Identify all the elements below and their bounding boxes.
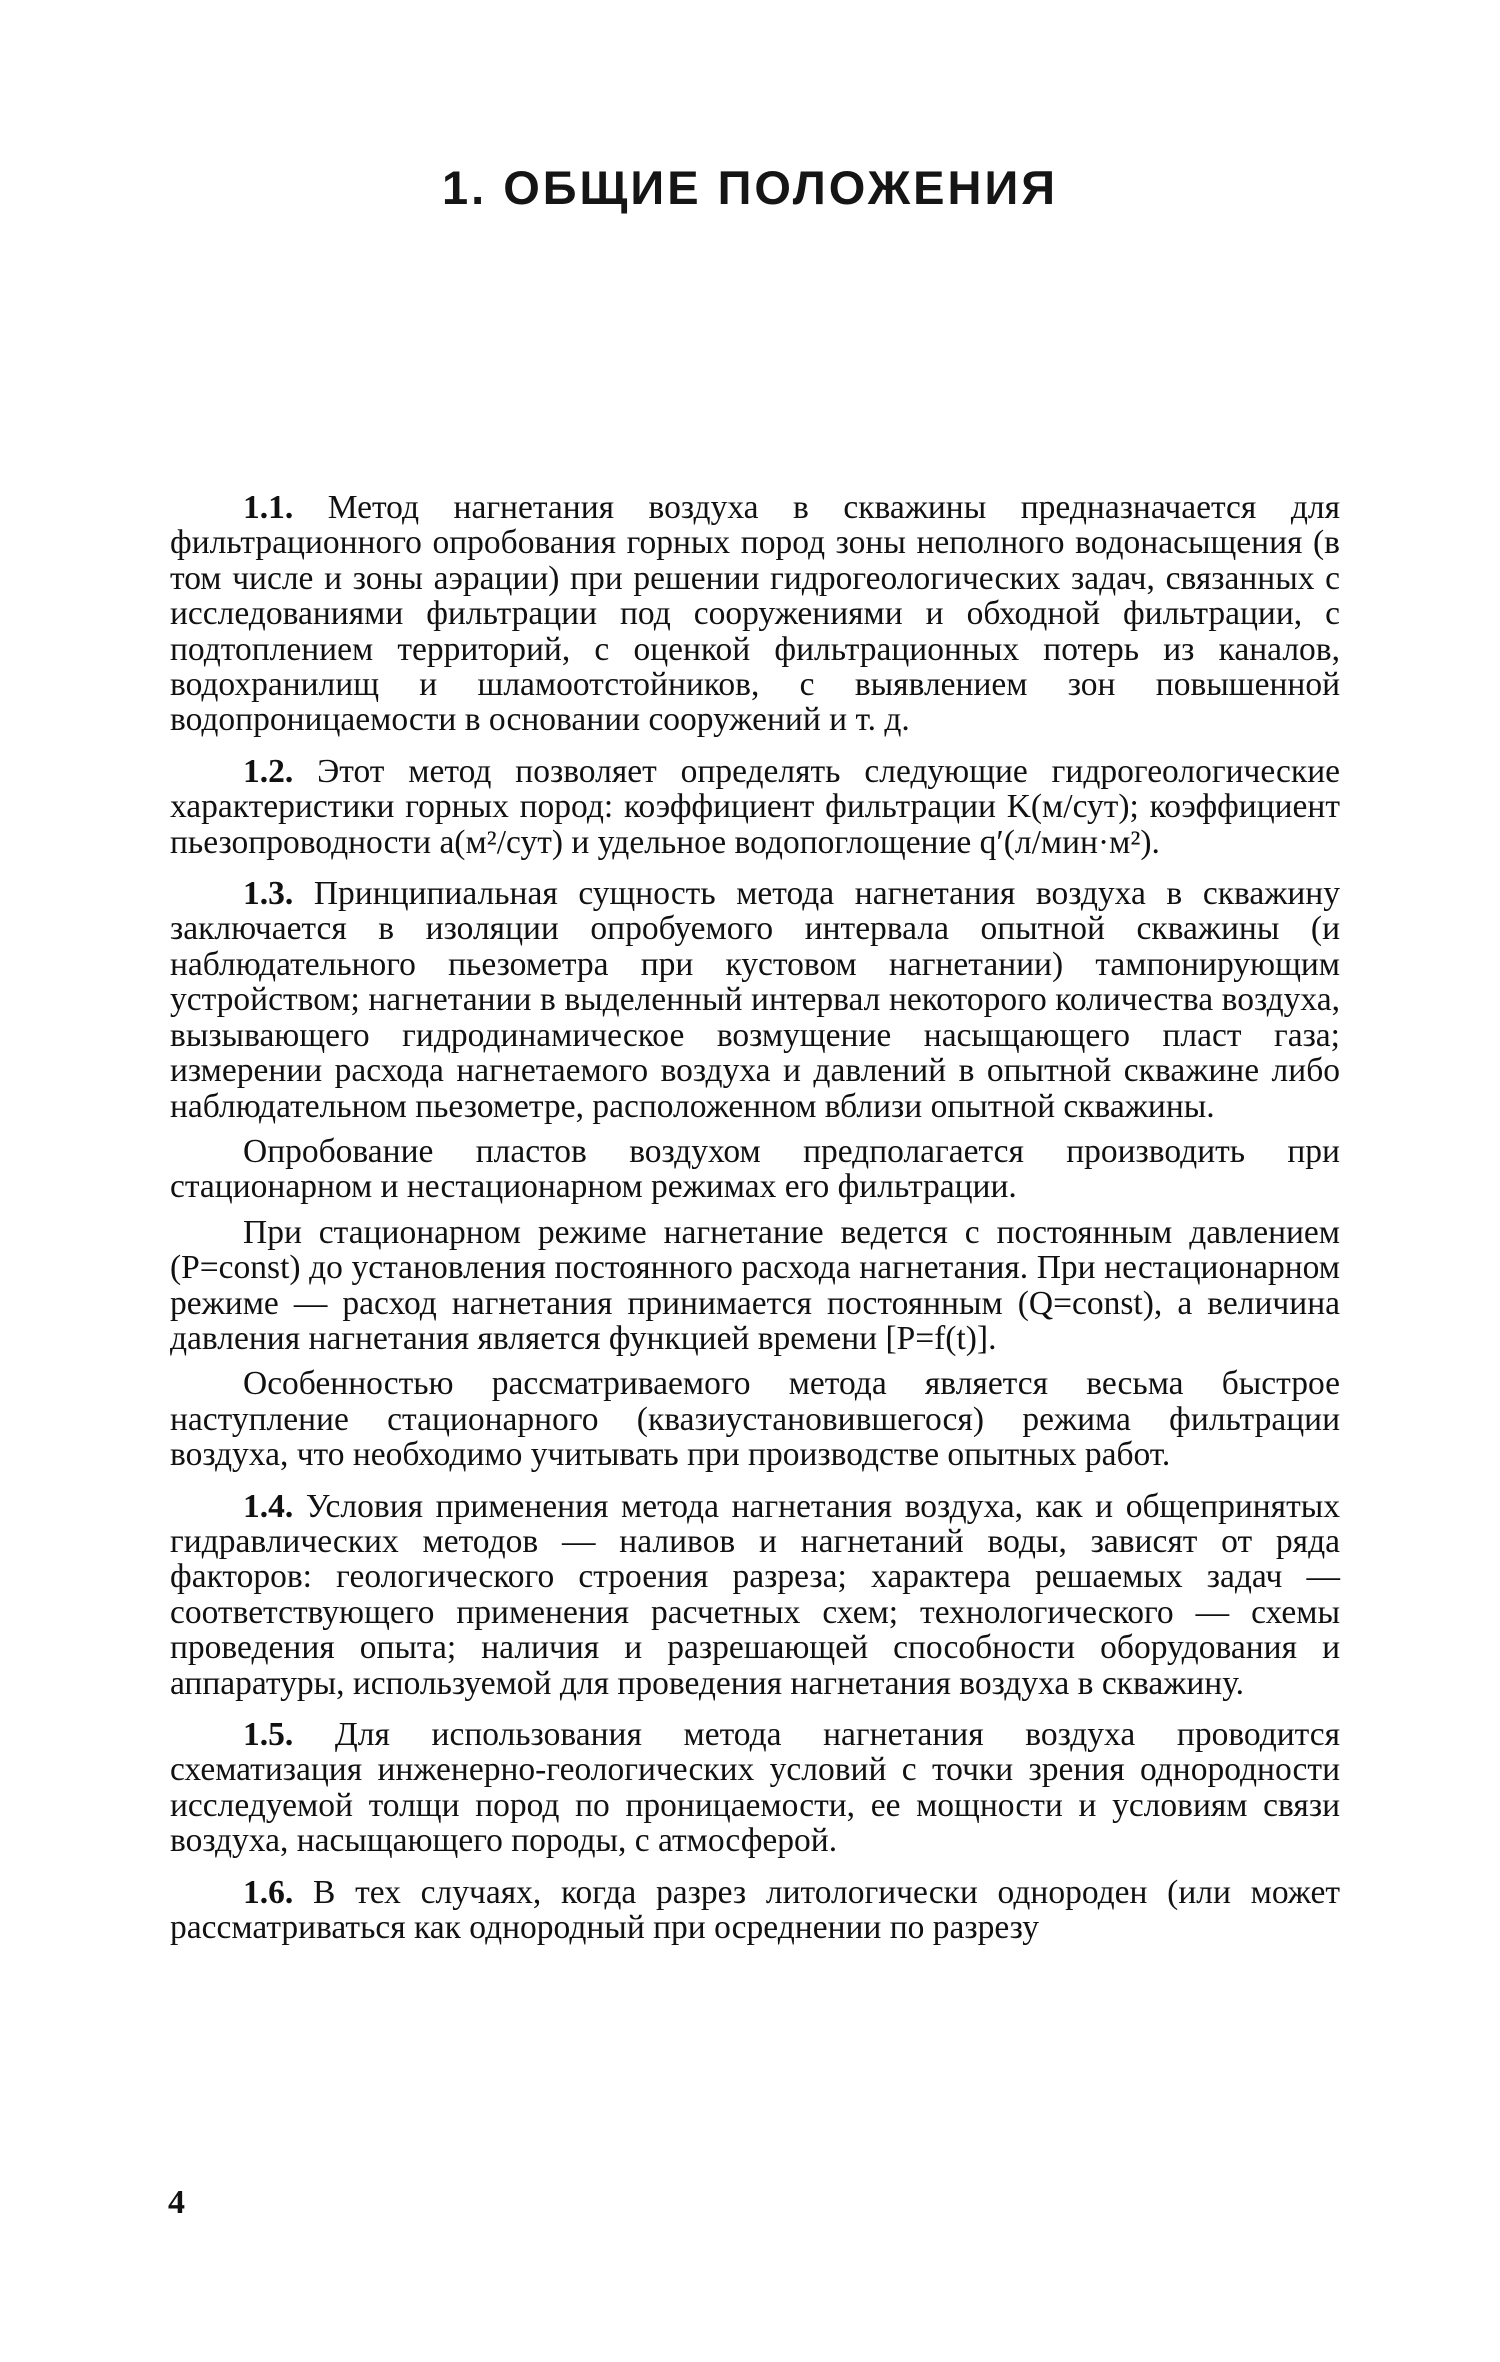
paragraph-1-4 bbox=[170, 1489, 1340, 1701]
paragraph-method-feature bbox=[170, 1366, 1340, 1472]
paragraph-text: Метод нагнетания воздуха в скважины предназначается для фильтрационного опробования горных пород зоны неполного водонасыщения (в том числе и зоны аэрации) при решении гидрогеологических задач, связанных с исследованиями фильтрации под сооружениями и обходной фильтрации, с подтоплением территорий, с оценкой фильтрационных потерь из каналов, водохранилищ и шламоотстойников, с выявлением зон повышенной водопроницаемости в основании сооружений и т. д. bbox=[170, 489, 1340, 739]
paragraph-number: 1.2. bbox=[243, 752, 294, 790]
section-heading: 1. ОБЩИЕ ПОЛОЖЕНИЯ bbox=[441, 161, 1059, 214]
page-number: 4 bbox=[168, 2184, 185, 2221]
paragraph-1-6 bbox=[170, 1875, 1340, 1946]
paragraph-text: Опробование пластов воздухом предполагается производить при стационарном и нестационарном режимах его фильтрации. bbox=[170, 1132, 1340, 1206]
paragraph-text: В тех случаях, когда разрез литологически однороден (или может рассматриваться как однородный при осреднении по разрезу bbox=[170, 1873, 1340, 1947]
paragraph-number: 1.5. bbox=[243, 1716, 294, 1753]
paragraph-1-2 bbox=[170, 754, 1340, 860]
paragraph-text: Принципиальная сущность метода нагнетания воздуха в скважину заключается в изоляции опробуемого интервала опытной скважины (и наблюдательного пьезометра при кустовом нагнетании) тампонирующим устройством; нагнетании в выделенный интервал некоторого количества воздуха, вызывающего гидродинамическое возмущение насыщающего пласт газа; измерении расхода нагнетаемого воздуха и давлений в опытной скважине либо наблюдательном пьезометре, расположенном вблизи опытной скважины. bbox=[170, 875, 1340, 1125]
paragraph-text: При стационарном режиме нагнетание ведется с постоянным давлением (P=const) до установления постоянного расхода нагнетания. При нестационарном режиме — расход нагнетания принимается постоянным (Q=const), а величина давления нагнетания является функцией времени [P=f(t)]. bbox=[170, 1213, 1340, 1357]
paragraph-1-5 bbox=[170, 1717, 1340, 1859]
paragraph-number: 1.3. bbox=[243, 875, 294, 913]
paragraph-testing-modes bbox=[170, 1134, 1340, 1205]
paragraph-1-1 bbox=[170, 490, 1340, 738]
paragraph-number: 1.6. bbox=[243, 1873, 294, 1911]
body-text bbox=[170, 490, 1340, 1945]
paragraph-number: 1.1. bbox=[243, 489, 294, 526]
paragraph-text: Условия применения метода нагнетания воздуха, как и общепринятых гидравлических методов — наливов и нагнетаний воды, зависят от ряда факторов: геологического строения разреза; характера решаемых задач — соответствующего применения расчетных схем; технологического — схемы проведения опыта; наличия и разрешающей способности оборудования и аппаратуры, используемой для проведения нагнетания воздуха в скважину. bbox=[170, 1487, 1340, 1702]
paragraph-1-3 bbox=[170, 876, 1340, 1124]
paragraph-stationary-mode bbox=[170, 1215, 1340, 1357]
paragraph-text: Для использования метода нагнетания воздуха проводится схематизация инженерно-геологических условий с точки зрения однородности исследуемой толщи пород по проницаемости, ее мощности и условиям связи воздуха, насыщающего породы, с атмосферой. bbox=[170, 1716, 1340, 1860]
paragraph-text: Особенностью рассматриваемого метода является весьма быстрое наступление стационарного (квазиустановившегося) режима фильтрации воздуха, что необходимо учитывать при производстве опытных работ. bbox=[170, 1365, 1340, 1474]
paragraph-text: Этот метод позволяет определять следующие гидрогеологические характеристики горных пород: коэффициент фильтрации K(м/сут); коэффициент пьезопроводности a(м²/сут) и удельное водопоглощение q′(л/мин·м²). bbox=[170, 752, 1340, 861]
paragraph-number: 1.4. bbox=[243, 1487, 294, 1525]
